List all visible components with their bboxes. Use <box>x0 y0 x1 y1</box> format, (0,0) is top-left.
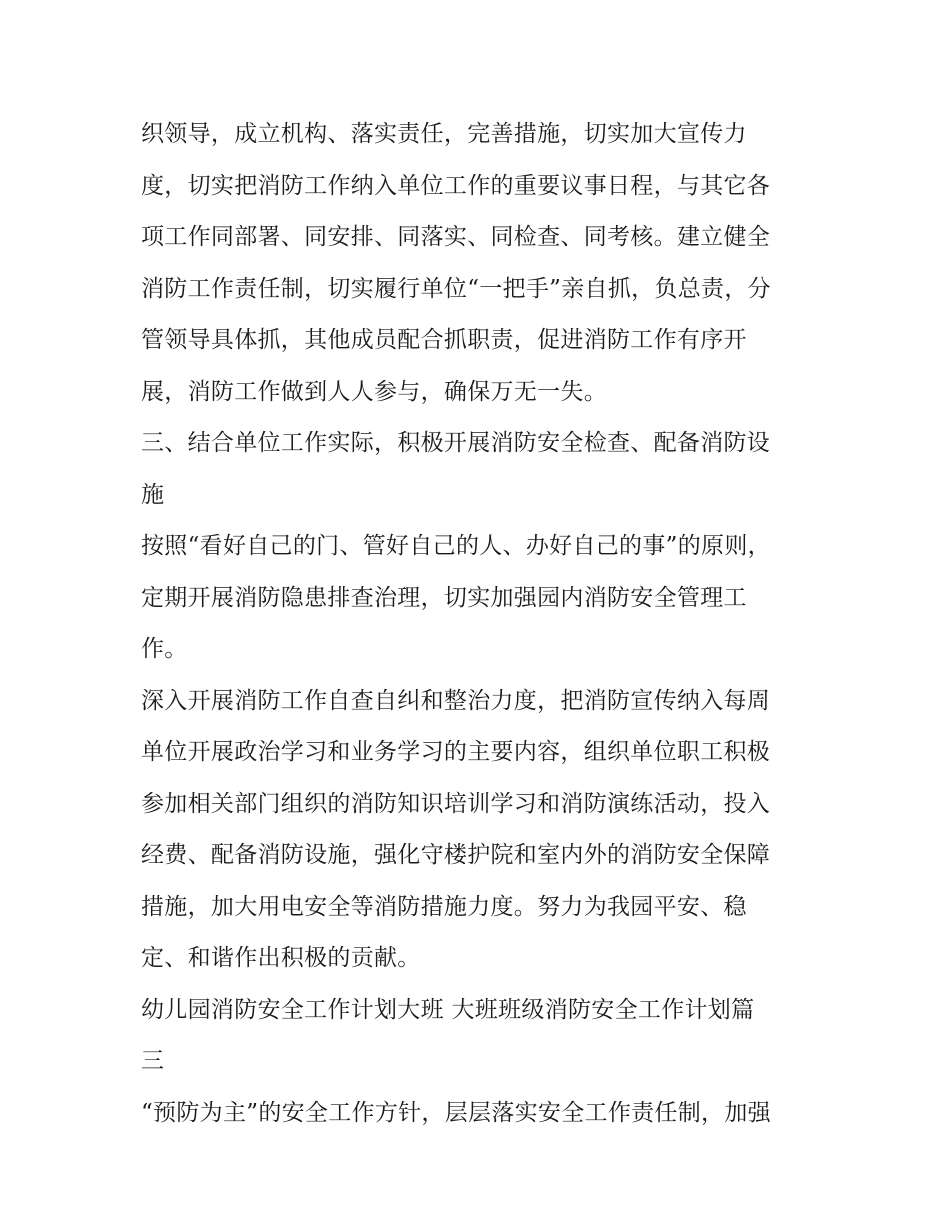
document-body <box>141 109 821 1139</box>
text-line: 项工作同部署、同安排、同落实、同检查、同考核。建立健全 <box>141 224 771 250</box>
text-line: 消防工作责任制，切实履行单位“一把手”亲自抓，负总责，分 <box>141 275 771 302</box>
text-line: 度，切实把消防工作纳入单位工作的重要议事日程，与其它各 <box>141 172 771 199</box>
text-line: 织领导，成立机构、落实责任，完善措施，切实加大宣传力 <box>141 121 747 147</box>
section-heading-line: 三、结合单位工作实际，积极开展消防安全检查、配备消防设 <box>141 430 771 456</box>
text-line: 定期开展消防隐患排查治理，切实加强园内消防安全管理工 <box>141 584 747 611</box>
document-title-line: 幼儿园消防安全工作计划大班 大班班级消防安全工作计划篇 <box>141 996 755 1023</box>
text-line: 单位开展政治学习和业务学习的主要内容，组织单位职工积极 <box>141 739 771 765</box>
text-line: 参加相关部门组织的消防知识培训学习和消防演练活动，投入 <box>141 790 771 817</box>
text-line: 定、和谐作出积极的贡献。 <box>141 945 421 971</box>
text-line: “预防为主”的安全工作方针，层层落实安全工作责任制，加强 <box>141 1099 771 1126</box>
text-line: 深入开展消防工作自查自纠和整治力度，把消防宣传纳入每周 <box>141 687 771 714</box>
text-line: 展，消防工作做到人人参与，确保万无一失。 <box>141 378 607 405</box>
text-line: 措施，加大用电安全等消防措施力度。努力为我园平安、稳 <box>141 893 747 920</box>
document-title-line: 三 <box>141 1048 165 1074</box>
section-heading-line: 施 <box>141 481 165 508</box>
text-line: 按照“看好自己的门、管好自己的人、办好自己的事”的原则， <box>141 533 771 559</box>
text-line: 经费、配备消防设施，强化守楼护院和室内外的消防安全保障 <box>141 842 771 868</box>
text-line: 管领导具体抓，其他成员配合抓职责，促进消防工作有序开 <box>141 327 747 353</box>
text-line: 作。 <box>141 636 188 662</box>
